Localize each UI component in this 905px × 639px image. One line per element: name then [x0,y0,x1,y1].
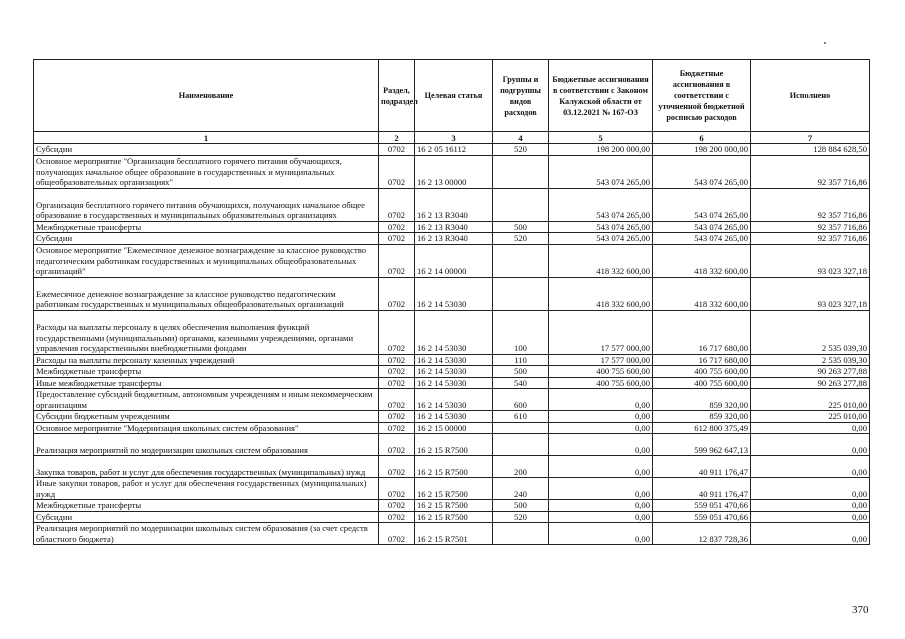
row-group [493,523,549,545]
table-row [34,456,870,478]
row-law-amount: 0,00 [549,456,653,478]
row-section: 0702 [379,188,415,221]
table-row [34,478,870,500]
row-article: 16 2 15 R7500 [415,500,493,512]
row-law-amount: 0,00 [549,422,653,434]
row-name: Расходы на выплаты персоналу в целях обеспечения выполнения функций государственными (муниципальными) органами, казенными учреждениями, органами управления государственными внебюджетными фондами [34,310,379,354]
row-name: Реализация мероприятий по модернизации школьных систем образования [34,434,379,456]
row-law-amount: 418 332 600,00 [549,244,653,277]
row-executed-amount: 0,00 [751,511,870,523]
row-law-amount: 0,00 [549,434,653,456]
header-section: Раздел, подраздел [379,60,415,132]
row-group: 240 [493,478,549,500]
row-law-amount: 0,00 [549,511,653,523]
row-law-amount: 400 755 600,00 [549,366,653,378]
row-section: 0702 [379,523,415,545]
row-section: 0702 [379,511,415,523]
row-article: 16 2 15 R7500 [415,478,493,500]
row-name: Субсидии [34,144,379,156]
row-law-amount: 0,00 [549,478,653,500]
column-number: 6 [653,132,751,144]
row-law-amount: 0,00 [549,500,653,512]
row-group [493,244,549,277]
row-group [493,277,549,310]
row-executed-amount: 0,00 [751,523,870,545]
row-section: 0702 [379,155,415,188]
row-executed-amount: 225 010,00 [751,411,870,423]
column-number: 5 [549,132,653,144]
row-refined-amount: 40 911 176,47 [653,456,751,478]
row-law-amount: 543 074 265,00 [549,221,653,233]
row-group: 610 [493,411,549,423]
row-law-amount: 0,00 [549,523,653,545]
row-name: Ежемесячное денежное вознаграждение за классное руководство педагогическим работникам государственных и муниципальных общеобразовательных организаций [34,277,379,310]
table-row [34,144,870,156]
row-refined-amount: 12 837 728,36 [653,523,751,545]
table-row [34,434,870,456]
header-group: Группы и подгруппы видов расходов [493,60,549,132]
row-law-amount: 198 200 000,00 [549,144,653,156]
row-refined-amount: 543 074 265,00 [653,221,751,233]
row-executed-amount: 128 884 628,50 [751,144,870,156]
table-row [34,422,870,434]
row-group: 500 [493,366,549,378]
row-executed-amount: 0,00 [751,422,870,434]
column-number: 3 [415,132,493,144]
row-refined-amount: 418 332 600,00 [653,244,751,277]
row-name: Межбюджетные трансферты [34,366,379,378]
row-section: 0702 [379,389,415,411]
row-executed-amount: 0,00 [751,500,870,512]
row-executed-amount: 92 357 716,86 [751,233,870,245]
header-name: Наименование [34,60,379,132]
row-article: 16 2 15 R7500 [415,434,493,456]
table-row [34,366,870,378]
row-section: 0702 [379,478,415,500]
column-number-row [34,132,870,144]
row-article: 16 2 13 R3040 [415,188,493,221]
row-law-amount: 400 755 600,00 [549,377,653,389]
scan-speck [824,42,826,44]
row-section: 0702 [379,244,415,277]
row-section: 0702 [379,366,415,378]
row-article: 16 2 14 53030 [415,389,493,411]
table-row [34,411,870,423]
row-refined-amount: 543 074 265,00 [653,188,751,221]
row-name: Основное мероприятие "Организация бесплатного горячего питания обучающихся, получающих начальное общее образование в государственных и муниципальных общеобразовательных организациях" [34,155,379,188]
row-group [493,434,549,456]
row-refined-amount: 40 911 176,47 [653,478,751,500]
row-article: 16 2 13 R3040 [415,221,493,233]
row-article: 16 2 15 R7500 [415,511,493,523]
row-refined-amount: 16 717 680,00 [653,354,751,366]
row-group: 110 [493,354,549,366]
row-group: 600 [493,389,549,411]
row-executed-amount: 93 023 327,18 [751,277,870,310]
row-name: Субсидии бюджетным учреждениям [34,411,379,423]
row-name: Субсидии [34,511,379,523]
page-number: 370 [852,604,869,616]
row-refined-amount: 16 717 680,00 [653,310,751,354]
row-law-amount: 543 074 265,00 [549,155,653,188]
row-name: Реализация мероприятий по модернизации школьных систем образования (за счет средств областного бюджета) [34,523,379,545]
row-article: 16 2 15 R7500 [415,456,493,478]
row-law-amount: 17 577 000,00 [549,310,653,354]
row-article: 16 2 15 R7501 [415,523,493,545]
column-number: 2 [379,132,415,144]
table-row [34,511,870,523]
row-group: 520 [493,233,549,245]
column-number: 1 [34,132,379,144]
table-row [34,377,870,389]
row-law-amount: 17 577 000,00 [549,354,653,366]
row-law-amount: 0,00 [549,411,653,423]
row-law-amount: 0,00 [549,389,653,411]
row-article: 16 2 14 53030 [415,277,493,310]
row-article: 16 2 14 53030 [415,310,493,354]
row-name: Иные межбюджетные трансферты [34,377,379,389]
row-group: 100 [493,310,549,354]
row-executed-amount: 90 263 277,88 [751,366,870,378]
table-row [34,500,870,512]
row-executed-amount: 90 263 277,88 [751,377,870,389]
row-name: Иные закупки товаров, работ и услуг для обеспечения государственных (муниципальных) нужд [34,478,379,500]
row-name: Межбюджетные трансферты [34,221,379,233]
row-law-amount: 543 074 265,00 [549,188,653,221]
row-law-amount: 543 074 265,00 [549,233,653,245]
table-row [34,221,870,233]
row-group [493,422,549,434]
row-refined-amount: 418 332 600,00 [653,277,751,310]
row-group: 500 [493,500,549,512]
row-name: Основное мероприятие "Ежемесячное денежное вознаграждение за классное руководство педагогическим работникам государственных и муниципальных общеобразовательных организаций" [34,244,379,277]
table-row [34,244,870,277]
row-section: 0702 [379,277,415,310]
row-executed-amount: 2 535 039,30 [751,354,870,366]
row-executed-amount: 0,00 [751,478,870,500]
row-group: 540 [493,377,549,389]
row-group: 520 [493,511,549,523]
row-group: 500 [493,221,549,233]
row-refined-amount: 400 755 600,00 [653,377,751,389]
row-section: 0702 [379,221,415,233]
row-section: 0702 [379,354,415,366]
row-article: 16 2 14 53030 [415,366,493,378]
table-row [34,310,870,354]
row-section: 0702 [379,233,415,245]
row-article: 16 2 14 00000 [415,244,493,277]
row-section: 0702 [379,422,415,434]
row-article: 16 2 14 53030 [415,354,493,366]
row-group: 200 [493,456,549,478]
row-executed-amount: 0,00 [751,456,870,478]
row-group [493,188,549,221]
row-refined-amount: 612 800 375,49 [653,422,751,434]
row-refined-amount: 599 962 647,13 [653,434,751,456]
budget-table [33,59,870,545]
table-row [34,277,870,310]
table-row [34,233,870,245]
header-article: Целевая статья [415,60,493,132]
row-section: 0702 [379,456,415,478]
row-name: Основное мероприятие "Модернизация школьных систем образования" [34,422,379,434]
row-section: 0702 [379,434,415,456]
row-section: 0702 [379,411,415,423]
row-article: 16 2 05 16112 [415,144,493,156]
row-section: 0702 [379,310,415,354]
row-refined-amount: 198 200 000,00 [653,144,751,156]
column-number: 7 [751,132,870,144]
header-row [34,60,870,132]
row-section: 0702 [379,500,415,512]
row-name: Межбюджетные трансферты [34,500,379,512]
header-law-allocation: Бюджетные ассигнования в соответствии с Законом Калужской области от 03.12.2021 № 167-ОЗ [549,60,653,132]
table-row [34,523,870,545]
row-refined-amount: 543 074 265,00 [653,155,751,188]
row-article: 16 2 14 53030 [415,377,493,389]
row-refined-amount: 859 320,00 [653,389,751,411]
row-executed-amount: 93 023 327,18 [751,244,870,277]
row-executed-amount: 225 010,00 [751,389,870,411]
row-executed-amount: 92 357 716,86 [751,155,870,188]
row-executed-amount: 92 357 716,86 [751,221,870,233]
header-refined-allocation: Бюджетные ассигнования в соответствии с уточненной бюджетной росписью расходов [653,60,751,132]
row-refined-amount: 543 074 265,00 [653,233,751,245]
column-number: 4 [493,132,549,144]
row-section: 0702 [379,144,415,156]
row-refined-amount: 859 320,00 [653,411,751,423]
table-row [34,389,870,411]
row-article: 16 2 13 00000 [415,155,493,188]
table-row [34,155,870,188]
row-name: Закупка товаров, работ и услуг для обеспечения государственных (муниципальных) нужд [34,456,379,478]
row-refined-amount: 400 755 600,00 [653,366,751,378]
row-section: 0702 [379,377,415,389]
header-executed: Исполнено [751,60,870,132]
row-executed-amount: 0,00 [751,434,870,456]
row-article: 16 2 15 00000 [415,422,493,434]
row-name: Предоставление субсидий бюджетным, автономным учреждениям и иным некоммерческим организациям [34,389,379,411]
row-name: Субсидии [34,233,379,245]
table-row [34,354,870,366]
row-refined-amount: 559 051 470,66 [653,500,751,512]
row-group [493,155,549,188]
row-name: Расходы на выплаты персоналу казенных учреждений [34,354,379,366]
row-name: Организация бесплатного горячего питания обучающихся, получающих начальное общее образование в государственных и муниципальных образовательных организациях [34,188,379,221]
row-law-amount: 418 332 600,00 [549,277,653,310]
row-article: 16 2 14 53030 [415,411,493,423]
row-executed-amount: 92 357 716,86 [751,188,870,221]
row-executed-amount: 2 535 039,30 [751,310,870,354]
row-refined-amount: 559 051 470,66 [653,511,751,523]
row-group: 520 [493,144,549,156]
table-row [34,188,870,221]
row-article: 16 2 13 R3040 [415,233,493,245]
